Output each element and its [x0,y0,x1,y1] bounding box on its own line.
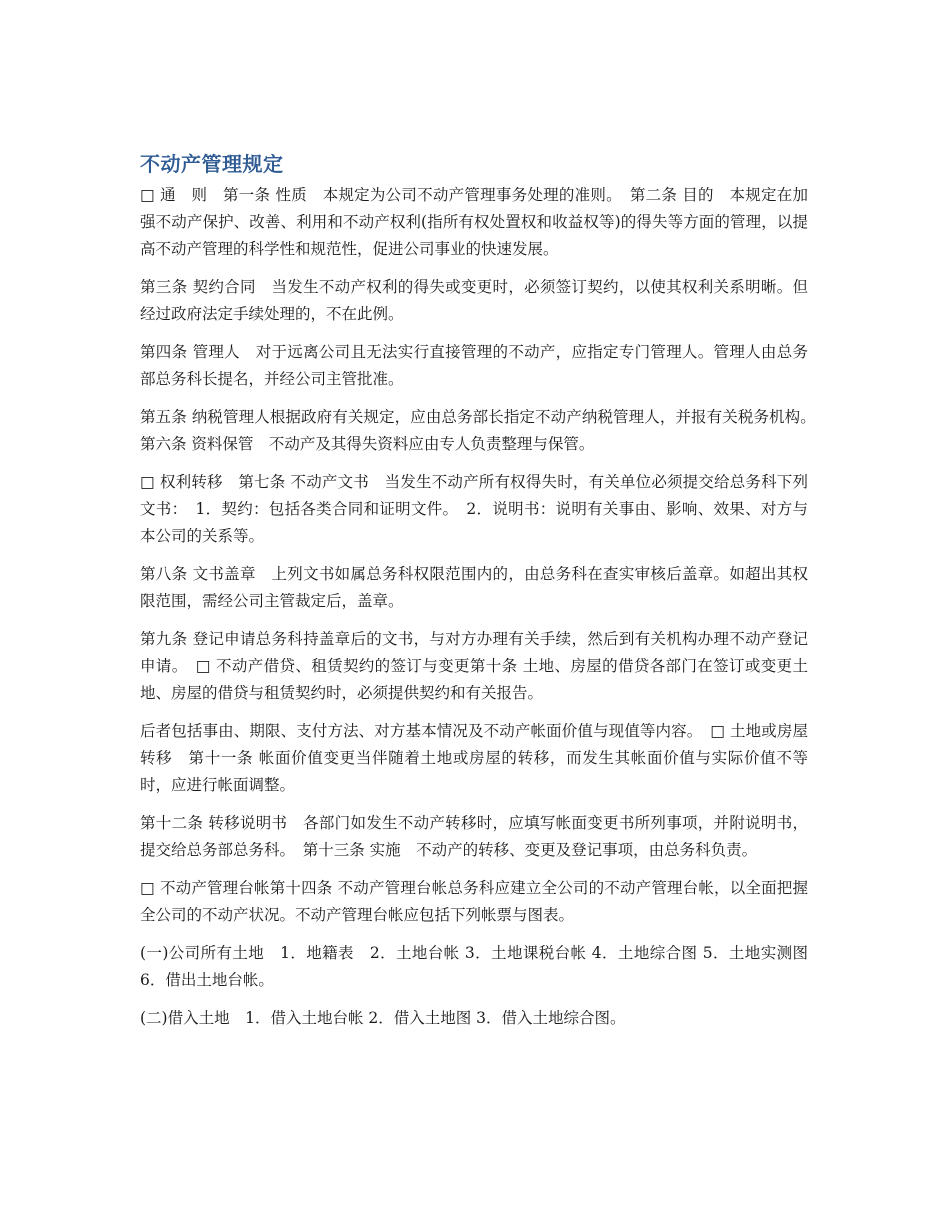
paragraph-article-11: 后者包括事由、期限、支付方法、对方基本情况及不动产帐面价值与现值等内容。 □ 土地或房屋转移 第十一条 帐面价值变更当伴随着土地或房屋的转移，而发生其帐面价值与实际价值不等时，应进行帐面调整。 [140,722,808,794]
document-page [140,150,824,1043]
paragraph-general-rules: □ 通 则 第一条 性质 本规定为公司不动产管理事务处理的准则。 第二条 目的 本规定在加强不动产保护、改善、利用和不动产权利(指所有权处置权和收益权等)的得失等方面的管理，以提高不动产管理的科学性和规范性，促进公司事业的快速发展。 [140,186,808,258]
paragraph-borrowed-land: (二)借入土地 1．借入土地台帐 2．借入土地图 3．借入土地综合图。 [140,1009,626,1027]
paragraph-article-5-6: 第五条 纳税管理人根据政府有关规定，应由总务部长指定不动产纳税管理人，并报有关税务机构。 第六条 资料保管 不动产及其得失资料应由专人负责整理与保管。 [140,408,824,453]
paragraph-rights-transfer: □ 权利转移 第七条 不动产文书 当发生不动产所有权得失时，有关单位必须提交给总务科下列文书： 1．契约：包括各类合同和证明文件。 2．说明书：说明有关事由、影响、效果、对方与本公司的关系等。 [140,473,808,545]
document-title: 不动产管理规定 [140,152,284,176]
paragraph-article-12-13: 第十二条 转移说明书 各部门如发生不动产转移时，应填写帐面变更书所列事项，并附说明书，提交给总务部总务科。 第十三条 实施 不动产的转移、变更及登记事项，由总务科负责。 [140,814,808,859]
paragraph-article-14: □ 不动产管理台帐第十四条 不动产管理台帐总务科应建立全公司的不动产管理台帐，以全面把握全公司的不动产状况。不动产管理台帐应包括下列帐票与图表。 [140,879,808,924]
paragraph-article-8: 第八条 文书盖章 上列文书如属总务科权限范围内的，由总务科在查实审核后盖章。如超出其权限范围，需经公司主管裁定后，盖章。 [140,565,808,610]
paragraph-owned-land: (一)公司所有土地 1．地籍表 2．土地台帐 3．土地课税台帐 4．土地综合图 5．土地实测图 6．借出土地台帐。 [140,944,808,989]
paragraph-article-3: 第三条 契约合同 当发生不动产权利的得失或变更时，必须签订契约，以使其权利关系明晰。但经过政府法定手续处理的，不在此例。 [140,278,808,323]
paragraph-article-4: 第四条 管理人 对于远离公司且无法实行直接管理的不动产，应指定专门管理人。管理人由总务部总务科长提名，并经公司主管批准。 [140,343,808,388]
paragraph-article-9-10: 第九条 登记申请总务科持盖章后的文书，与对方办理有关手续，然后到有关机构办理不动产登记申请。 □ 不动产借贷、租赁契约的签订与变更第十条 土地、房屋的借贷各部门在签订或变更土地、房屋的借贷与租赁契约时，必须提供契约和有关报告。 [140,630,808,702]
